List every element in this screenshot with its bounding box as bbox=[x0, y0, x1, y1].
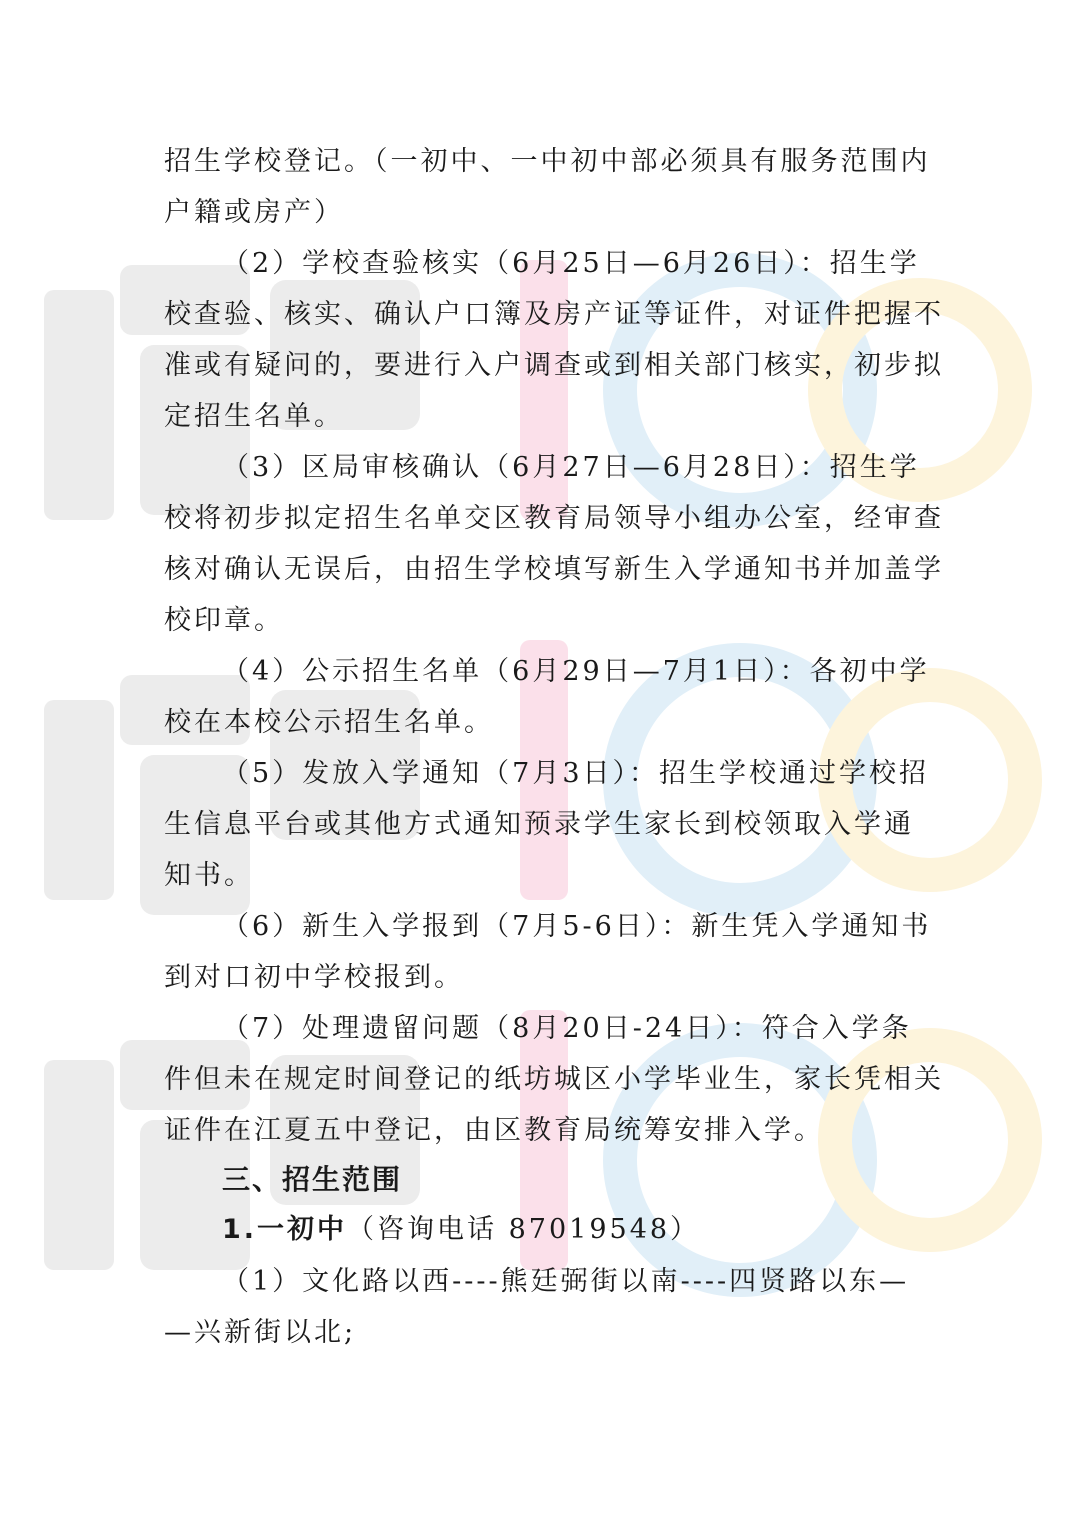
paragraph-line: （3）区局审核确认（6月27日—6月28日）：招生学 bbox=[222, 452, 920, 483]
paragraph-line: 校查验、核实、确认户口簿及房产证等证件，对证件把握不 bbox=[164, 299, 944, 330]
paragraph-line: 招生学校登记。（一初中、一中初中部必须具有服务范围内 bbox=[164, 146, 931, 177]
subsection-title: 1.一初中 bbox=[222, 1214, 348, 1245]
paragraph-line: 校印章。 bbox=[164, 605, 284, 636]
section-heading: 三、招生范围 bbox=[222, 1163, 403, 1196]
paragraph-line: 知书。 bbox=[164, 860, 254, 891]
subsection-heading bbox=[222, 1212, 700, 1248]
paragraph-line: —兴新街以北; bbox=[164, 1317, 357, 1348]
paragraph-line: 生信息平台或其他方式通知预录学生家长到校领取入学通 bbox=[164, 809, 914, 840]
subsection-note: （咨询电话 87019548） bbox=[347, 1214, 701, 1245]
paragraph-line: 校将初步拟定招生名单交区教育局领导小组办公室，经审查 bbox=[164, 503, 944, 534]
paragraph-line: 准或有疑问的，要进行入户调查或到相关部门核实，初步拟 bbox=[164, 350, 944, 381]
paragraph-line: （4）公示招生名单（6月29日—7月1日）：各初中学 bbox=[222, 656, 930, 687]
paragraph-line: 到对口初中学校报到。 bbox=[164, 962, 464, 993]
paragraph-line: （2）学校查验核实（6月25日—6月26日）：招生学 bbox=[222, 248, 920, 279]
paragraph-line: 件但未在规定时间登记的纸坊城区小学毕业生，家长凭相关 bbox=[164, 1064, 944, 1095]
paragraph-line: 户籍或房产） bbox=[164, 197, 344, 228]
paragraph-line: （6）新生入学报到（7月5-6日）：新生凭入学通知书 bbox=[222, 911, 932, 942]
paragraph-line: （5）发放入学通知（7月3日）：招生学校通过学校招 bbox=[222, 758, 930, 789]
paragraph-line: 核对确认无误后，由招生学校填写新生入学通知书并加盖学 bbox=[164, 554, 944, 585]
paragraph-line: 校在本校公示招生名单。 bbox=[164, 707, 494, 738]
paragraph-line: （7）处理遗留问题（8月20日-24日）：符合入学条 bbox=[222, 1013, 912, 1044]
paragraph-line: 定招生名单。 bbox=[164, 401, 344, 432]
paragraph-line: （1）文化路以西----熊廷弼街以南----四贤路以东— bbox=[222, 1266, 910, 1297]
paragraph-line: 证件在江夏五中登记，由区教育局统筹安排入学。 bbox=[164, 1115, 824, 1146]
